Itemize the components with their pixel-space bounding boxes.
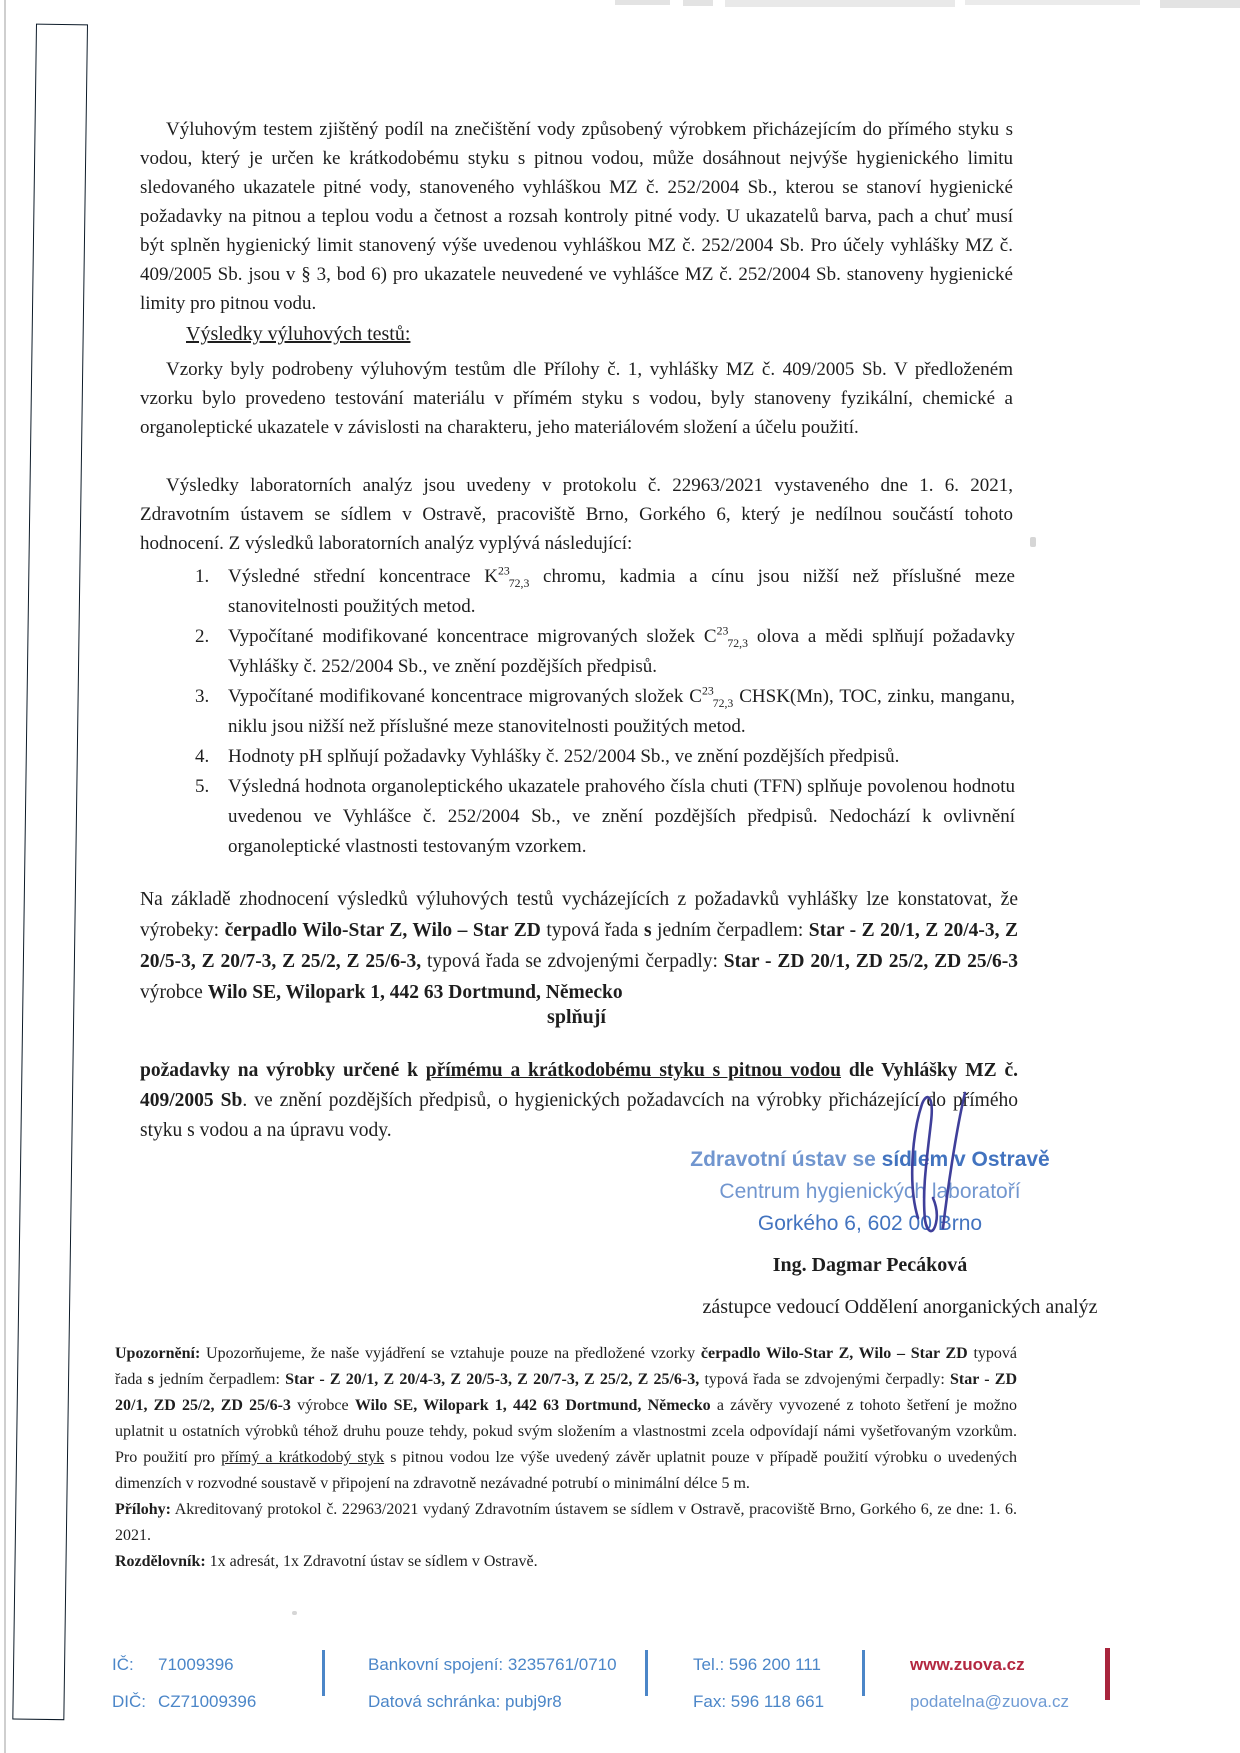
footer-ids-column xyxy=(112,1646,256,1720)
list-item xyxy=(140,562,1015,622)
scan-top-artifact xyxy=(725,0,955,7)
scan-top-artifact xyxy=(965,0,1140,5)
list-item-number: 5. xyxy=(195,776,210,797)
scan-edge-line xyxy=(4,0,6,1753)
paragraph-lab-results: Výsledky laboratorních analýz jsou uvedeny v protokolu č. 22963/2021 vystaveného dne 1. 6. 2021, Zdravotním ústavem se sídlem v Ostravě, pracoviště Brno, Gorkého 6, který je nedílnou součástí tohoto hodnocení. Z výsledků laboratorních analýz vyplývá následující: xyxy=(140,475,1013,554)
results-list xyxy=(140,562,1015,862)
scan-top-artifact xyxy=(1160,0,1240,8)
stamp-line-address: Gorkého 6, 602 00 Brno xyxy=(757,1212,983,1235)
verdict-text: splňují xyxy=(547,1006,606,1028)
scan-top-artifact xyxy=(615,0,670,5)
list-item-text: Vypočítané modifikované koncentrace migrovaných složek $C^{23}_{72,3}$ olova a mědi splňují požadavky Vyhlášky č. 252/2004 Sb., ve znění pozdějších předpisů. xyxy=(228,624,1015,677)
list-item-text: Výsledná hodnota organoleptického ukazatele prahového čísla chuti (TFN) splňuje povolenou hodnotu uvedenou ve Vyhlášce č. 252/2004 Sb., ve znění pozdějších předpisů. Nedochází k ovlivnění organoleptické vlastnosti testovaným vzorkem. xyxy=(228,776,1015,857)
footer-ic-value: 71009396 xyxy=(158,1655,234,1674)
attachments-paragraph: Přílohy: Akreditovaný protokol č. 22963/2021 vydaný Zdravotním ústavem se sídlem v Ostravě, pracoviště Brno, Gorkého 6, ze dne: 1. 6. 2021. xyxy=(115,1501,1017,1544)
list-item-number: 1. xyxy=(195,566,210,587)
list-item-text: Hodnoty pH splňují požadavky Vyhlášky č. 252/2004 Sb., ve znění pozdějších předpisů. xyxy=(228,746,900,767)
institution-stamp xyxy=(635,1144,1105,1240)
list-item xyxy=(140,742,1015,772)
scan-speck xyxy=(292,1611,297,1615)
footer-fax: Fax: 596 118 661 xyxy=(693,1692,825,1711)
paragraph-conclusion: Na základě zhodnocení výsledků výluhových testů vycházejících z požadavků vyhlášky lze konstatovat, že výrobeky: čerpadlo Wilo-Star Z, Wilo – Star ZD typová řada s jedním čerpadlem: Star - Z 20/1, Z 20/4-3, Z 20/5-3, Z 20/7-3, Z 25/2, Z 25/6-3, typová řada se zdvojenými čerpadly: Star - ZD 20/1, ZD 25/2, ZD 25/6-3 výrobce Wilo SE, Wilopark 1, 442 63 Dortmund, Německo xyxy=(140,889,1019,1003)
list-item xyxy=(140,622,1015,682)
notice-paragraph: Upozornění: Upozorňujeme, že naše vyjádření se vztahuje pouze na předložené vzorky čerpadlo Wilo-Star Z, Wilo – Star ZD typová řada s jedním čerpadlem: Star - Z 20/1, Z 20/4-3, Z 20/5-3, Z 20/7-3, Z 25/2, Z 25/6-3, typová řada se zdvojenými čerpadly: Star - ZD 20/1, ZD 25/2, ZD 25/6-3 výrobce Wilo SE, Wilopark 1, 442 63 Dortmund, Německo a závěry vyvozené z tohoto šetření je možno uplatnit u ostatních výrobků téhož druhu pouze tehdy, pokud svým složením a vlastnostmi zcela odpovídají námi vyšetřovaným vzorkům. Pro použití pro přímý a krátkodobý styk s pitnou vodou lze výše uvedený závěr uplatnit pouze v případě použití výrobku o uvedených dimenzích v rozvodné soustavě v připojení na zdravotně nezávadné potrubí o minimální délce 5 m. xyxy=(115,1345,1018,1492)
footer-ic-label: IČ: xyxy=(112,1655,134,1674)
footer-databox: Datová schránka: pubj9r8 xyxy=(368,1692,562,1711)
signer-name: Ing. Dagmar Pecáková xyxy=(772,1254,968,1276)
stamp-line-institution xyxy=(635,1144,1105,1176)
letterhead-footer xyxy=(0,1646,1240,1726)
small-print-block xyxy=(115,1341,1017,1575)
footer-email: podatelna@zuova.cz xyxy=(910,1692,1070,1711)
footer-bank-column xyxy=(368,1646,617,1720)
footer-divider xyxy=(645,1650,648,1696)
footer-phone-column xyxy=(693,1646,824,1720)
footer-bank: Bankovní spojení: 3235761/0710 xyxy=(368,1655,617,1674)
stamp-line-center: Centrum hygienických laboratoří xyxy=(719,1180,1021,1203)
paragraph-requirements: požadavky na výrobky určené k přímému a krátkodobému styku s pitnou vodou dle Vyhlášky MZ č. 409/2005 Sb. ve znění pozdějších předpisů, o hygienických požadavcích na výrobky přicházející do přímého styku s vodou a na úpravu vody. xyxy=(140,1060,1019,1141)
stamp-line-institution-end: sídlem v Ostravě xyxy=(881,1148,1050,1171)
footer-dic-label: DIČ: xyxy=(112,1692,146,1711)
paragraph-samples: Vzorky byly podrobeny výluhovým testům dle Přílohy č. 1, vyhlášky MZ č. 409/2005 Sb. V předloženém vzorku bylo provedeno testování materiálu v přímém styku s vodou, byly stanoveny fyzikální, chemické a organoleptické ukazatele v závislosti na charakteru, jeho materiálovém složení a účelu použití. xyxy=(140,359,1013,438)
footer-divider xyxy=(322,1650,325,1696)
paragraph-intro: Výluhovým testem zjištěný podíl na znečištění vody způsobený výrobkem přicházejícím do přímého styku s vodou, který je určen ke krátkodobému styku s pitnou vodou, může dosáhnout nejvýše hygienického limitu sledovaného ukazatele pitné vody, stanoveného vyhláškou MZ č. 252/2004 Sb., kterou se stanoví hygienické požadavky na pitnou a teplou vodu a četnost a rozsah kontroly pitné vody. U ukazatelů barva, pach a chuť musí být splněn hygienický limit stanovený výše uvedenou vyhláškou MZ č. 252/2004 Sb. Pro účely vyhlášky MZ č. 409/2005 Sb. jsou v § 3, bod 6) pro ukazatele neuvedené ve vyhlášce MZ č. 252/2004 Sb. stanoveny hygienické limity pro pitnou vodu. xyxy=(140,119,1013,314)
left-accent-bar xyxy=(12,24,88,1721)
footer-dic xyxy=(112,1683,256,1720)
handwritten-signature xyxy=(898,1090,982,1242)
scan-top-artifact xyxy=(683,0,713,6)
list-item-number: 2. xyxy=(195,626,210,647)
section-heading xyxy=(186,323,410,346)
footer-divider xyxy=(862,1650,865,1696)
list-item-text: Výsledné střední koncentrace $K^{23}_{72,3}$ chromu, kadmia a cínu jsou nižší než příslušné meze stanovitelnosti použitých metod. xyxy=(228,564,1015,617)
list-item-number: 3. xyxy=(195,686,210,707)
list-item-text: Vypočítané modifikované koncentrace migrovaných složek $C^{23}_{72,3}$ CHSK(Mn), TOC, zinku, manganu, niklu jsou nižší než příslušné meze stanovitelnosti použitých metod. xyxy=(228,684,1015,737)
list-item-number: 4. xyxy=(195,746,210,767)
footer-ic xyxy=(112,1646,256,1683)
scan-speck xyxy=(1030,537,1036,547)
footer-dic-value: CZ71009396 xyxy=(158,1692,257,1711)
distribution-paragraph: Rozdělovník: 1x adresát, 1x Zdravotní ústav se sídlem v Ostravě. xyxy=(115,1553,538,1570)
footer-tel: Tel.: 596 200 111 xyxy=(693,1655,821,1674)
list-item xyxy=(140,682,1015,742)
footer-red-bar xyxy=(1105,1648,1110,1700)
section-heading-text: Výsledky výluhových testů: xyxy=(186,323,411,345)
list-item xyxy=(140,772,1015,862)
signer-role: zástupce vedoucí Oddělení anorganických analýz xyxy=(702,1296,1098,1318)
footer-website: www.zuova.cz xyxy=(910,1655,1025,1674)
footer-web-column xyxy=(910,1646,1069,1720)
stamp-line-institution-start: Zdravotní ústav se xyxy=(690,1148,882,1171)
